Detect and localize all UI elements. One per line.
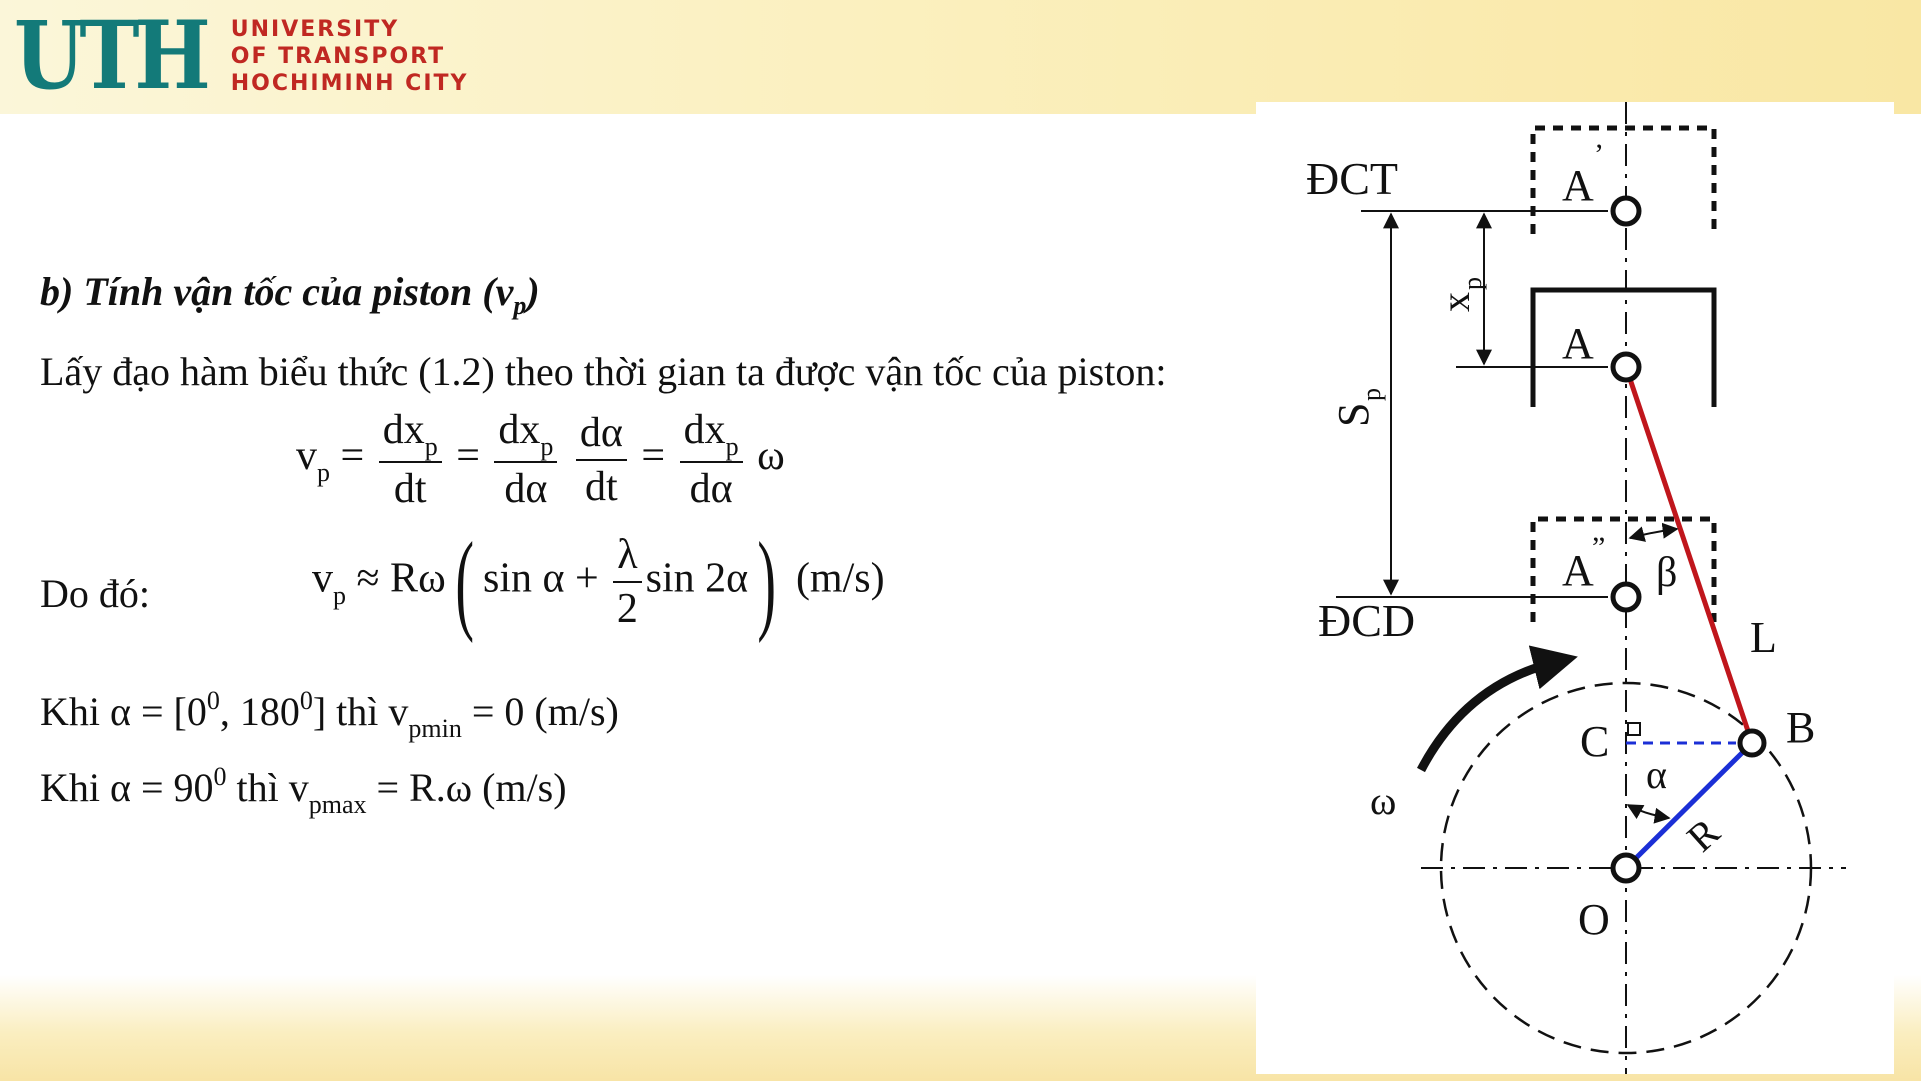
label-dcd: ĐCD (1318, 595, 1416, 646)
fraction-dxp-dalpha-2 (680, 408, 743, 511)
crank-mechanism-diagram (1256, 102, 1894, 1074)
label-b: B (1786, 703, 1816, 752)
f1-num: dx (382, 407, 425, 453)
cond1-sub: pmin (408, 714, 462, 743)
logo-mark: UTH (14, 1, 206, 111)
lambda-num: λ (613, 533, 641, 583)
piston-current (1533, 290, 1714, 407)
logo-line-1: UNIVERSITY (230, 16, 400, 42)
f2-approx: ≈ Rω (356, 555, 446, 602)
f2-lhs-sub: p (333, 580, 346, 610)
joint-a-bottom (1613, 584, 1639, 610)
f2-num-sub: p (540, 432, 554, 461)
velocity-formula (296, 408, 785, 511)
label-o: O (1578, 895, 1610, 944)
label-l: L (1750, 613, 1777, 662)
f4-num: dx (683, 407, 726, 453)
f2-den: dα (504, 466, 548, 512)
rotation-arrow (1421, 662, 1556, 770)
label-a-top-mark: ’ (1594, 138, 1604, 171)
right-paren: ) (757, 520, 777, 644)
connecting-rod (1626, 367, 1752, 743)
label-sp-group (1329, 388, 1386, 427)
cond1-d: = 0 (m/s) (461, 689, 619, 734)
f3-num: dα (576, 411, 627, 461)
f2-num: dx (498, 407, 541, 453)
velocity-result-formula (312, 520, 885, 644)
label-xp-group (1433, 277, 1487, 312)
label-alpha: α (1646, 752, 1667, 797)
heading-text: b) Tính vận tốc của piston (v (40, 269, 514, 314)
f1-num-sub: p (424, 432, 438, 461)
intro-text: Lấy đạo hàm biểu thức (1.2) theo thời gian ta được vận tốc của piston: (40, 349, 1167, 394)
f1-lhs-sub: p (317, 458, 330, 488)
cond2-b: thì v (226, 765, 309, 810)
label-beta: β (1656, 550, 1678, 596)
joint-a-top (1613, 198, 1639, 224)
label-a: A (1562, 319, 1594, 368)
logo-text (231, 16, 469, 97)
fraction-dxp-dalpha (494, 408, 557, 511)
fraction-dalpha-dt (576, 411, 627, 509)
condition-min (40, 686, 619, 743)
condition-max (40, 762, 567, 819)
f1-lhs: v (296, 433, 317, 480)
label-dct: ĐCT (1306, 153, 1398, 204)
mechanism-svg (1256, 102, 1894, 1074)
f2-lhs: v (312, 555, 333, 602)
f1-eq: = (340, 433, 365, 480)
f2-inner2: sin 2α (645, 555, 749, 602)
uth-logo (14, 1, 469, 111)
logo-line-3: HOCHIMINH CITY (230, 70, 469, 96)
f3-den: dt (585, 463, 618, 510)
left-paren: ( (455, 520, 474, 644)
cond1-a: Khi α = [0 (40, 689, 207, 734)
cond1-b: , 180 (219, 689, 300, 734)
cond1-s2: 0 (299, 686, 313, 715)
f1-eq-2: = (456, 433, 480, 480)
joint-b (1740, 731, 1764, 755)
joint-a (1613, 354, 1639, 380)
cond1-s1: 0 (206, 686, 220, 715)
do-do-label: Do đó: (40, 571, 150, 616)
cond2-sub: pmax (308, 790, 367, 819)
label-c: C (1580, 717, 1610, 766)
cond2-a: Khi α = 90 (40, 765, 214, 810)
fraction-lambda-2 (613, 533, 641, 631)
f1-eq-3: = (641, 433, 666, 480)
joint-o (1613, 855, 1639, 881)
section-heading (40, 268, 540, 321)
cond2-c: = R.ω (m/s) (366, 765, 567, 810)
crank-radius (1626, 743, 1752, 868)
beta-arc (1630, 529, 1677, 538)
f4-den: dα (689, 466, 733, 512)
f2-unit: (m/s) (795, 555, 885, 602)
f2-inner1: sin α + (483, 555, 599, 602)
f1-omega: ω (757, 433, 785, 480)
label-sp-sub: p (1357, 388, 1386, 401)
label-omega: ω (1370, 778, 1397, 823)
heading-close: ) (526, 269, 540, 314)
cond2-s1: 0 (213, 762, 227, 791)
right-angle-mark (1628, 723, 1640, 735)
label-xp: x (1433, 292, 1478, 312)
logo-line-2: OF TRANSPORT (230, 43, 446, 69)
label-r: R (1678, 809, 1729, 861)
f1-den: dt (393, 466, 427, 512)
label-a-bottom-mark: ” (1592, 531, 1606, 564)
f4-num-sub: p (725, 432, 739, 461)
heading-sub: p (513, 291, 527, 320)
alpha-arc (1628, 805, 1669, 818)
fraction-dxp-dt (379, 408, 442, 511)
label-a-bottom: A (1562, 546, 1594, 595)
label-xp-sub: p (1458, 277, 1487, 290)
label-a-top: A (1562, 161, 1594, 210)
cond1-c: ] thì v (312, 689, 409, 734)
lambda-den: 2 (616, 586, 638, 632)
label-sp: S (1329, 402, 1378, 427)
